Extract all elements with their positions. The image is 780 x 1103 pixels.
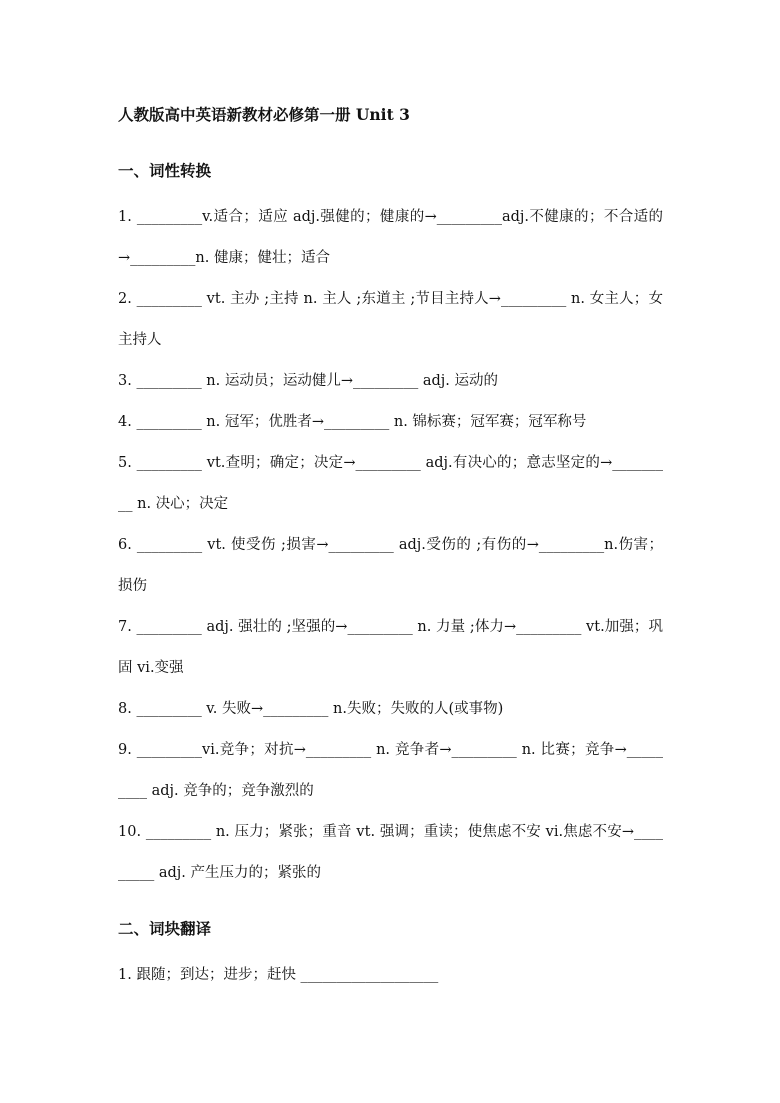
exercise-item-10: 10. _________ n. 压力；紧张；重音 vt. 强调；重读；使焦虑不安 vi.焦虑不安→_________ adj. 产生压力的；紧张的 [118,824,663,881]
exercise-item-4: 4. _________ n. 冠军；优胜者→_________ n. 锦标赛；冠军赛；冠军称号 [118,414,587,430]
section-heading: 一、词性转换 [118,161,212,180]
exercise-item-9: 9. _________vi.竞争；对抗→_________ n. 竞争者→_________ n. 比赛；竞争→_________ adj. 竞争的；竞争激烈的 [118,742,663,799]
exercise-item-2: 2. _________ vt. 主办 ;主持 n. 主人 ;东道主 ;节目主持人→_________ n. 女主人；女主持人 [118,291,663,348]
exercise-item-3: 3. _________ n. 运动员；运动健儿→_________ adj. 运动的 [118,373,499,389]
exercise-item-6: 6. _________ vt. 使受伤 ;损害→_________ adj.受伤的 ;有伤的→_________n.伤害；损伤 [118,537,663,594]
document-title: 人教版高中英语新教材必修第一册 Unit 3 [118,105,410,124]
exercise-item-7: 7. _________ adj. 强壮的 ;坚强的→_________ n. 力量 ;体力→_________ vt.加强；巩固 vi.变强 [118,619,663,676]
exercise-item-8: 8. _________ v. 失败→_________ n.失败；失败的人(或事物) [118,701,504,717]
section-phrase-translation [118,916,663,996]
section-heading: 二、词块翻译 [118,919,212,938]
section-word-forms [118,158,663,894]
exercise-item-5: 5. _________ vt.查明；确定；决定→_________ adj.有决心的；意志坚定的→_________ n. 决心；决定 [118,455,663,512]
worksheet-page [118,102,663,996]
translation-item-1: 1. 跟随；到达；进步；赶快 ___________________ [118,967,439,983]
exercise-item-1: 1. _________v.适合；适应 adj.强健的；健康的→_________adj.不健康的；不合适的→_________n. 健康；健壮；适合 [118,209,663,266]
